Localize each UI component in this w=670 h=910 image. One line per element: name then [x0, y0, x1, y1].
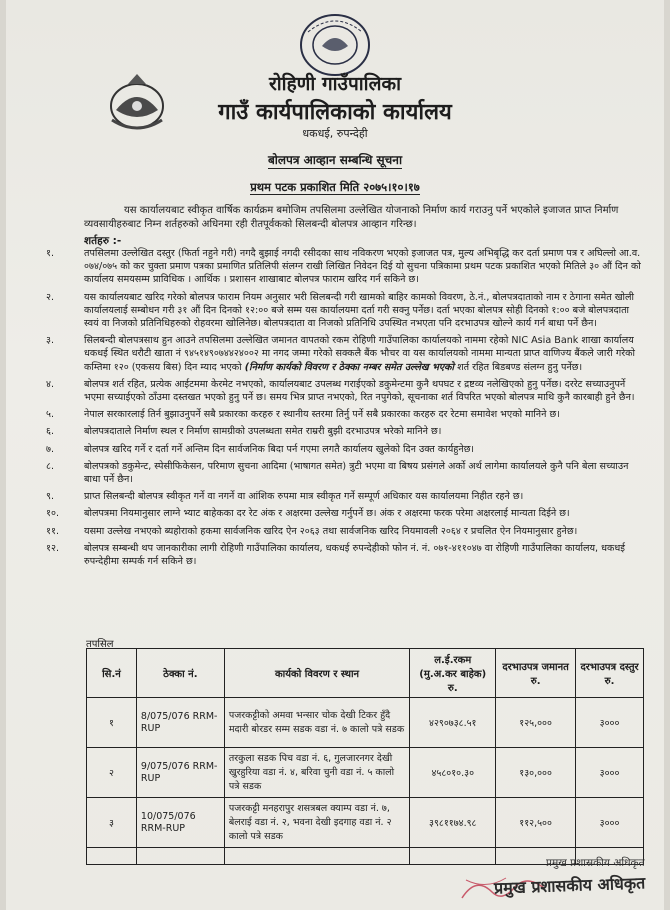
table-row: २ 9/075/076 RRM-RUP तरकुला सडक पिच वडा नं. ६, गुलजारनगर देखी खुरहुरिया वडा नं. ४, बरिवा चुनी वडा नं. ५ कालो पत्रे सडक ४५८०१०.३० १३०,००० ३०००	[87, 748, 644, 798]
publish-date: प्रथम पटक प्रकाशित मिति २०७५।१०।१७	[250, 180, 420, 194]
clause-item: २. यस कार्यालयबाट खरिद गरेको बोलपत्र फाराम नियम अनुसार भरी सिलबन्दी गरी खामको बाहिर कामको विवरण, ठे.नं., बोलपत्रदाताको नाम र ठेगाना समेत खोली कार्यालयलाई सम्बोधन गरी ३१ औं दिन दिनको १२:०० बजे सम्म यस कार्यालयमा दर्ता गरी सक्नु पर्नेछ। दर्ता भएका बोलपत्र सोही दिनको १:०० बजे बोलपत्रदाता स्वयं वा निजको प्रतिनिधिहरुको रोहवरमा खोलिनेछ। बोलपत्रदाता वा निजको प्रतिनिधि उपस्थित नभएता पनि दरभाउपत्र खोल्ने कार्य गर्न बाधा पर्ने छैन।	[46, 291, 635, 330]
clause-item: ९. प्राप्त सिलबन्दी बोलपत्र स्वीकृत गर्ने वा नगर्ने वा आंशिक रुपमा मात्र स्वीकृत गर्ने सम्पूर्ण अधिकार यस कार्यालयमा निहीत रहने छ।	[46, 491, 524, 503]
clause-item: ६. बोलपत्रदाताले निर्माण स्थल र निर्माण सामग्रीको उपलब्धता समेत राम्ररी बुझी दरभाउपत्र भरेको मानिने छ।	[46, 426, 442, 438]
signatory-title: प्रमुख प्रशासकीय अधिकृत	[546, 857, 645, 869]
col-header-fee: दरभाउपत्र दस्तुर रु.	[576, 649, 644, 698]
clause-item: १०. बोलपत्रमा नियमानुसार लाग्ने भ्याट बाहेकका दर रेट अंक र अक्षरमा उल्लेख गर्नुपर्ने छ। अंक र अक्षरमा फरक परेमा अक्षरलाई मान्यता दिईने छ।	[46, 508, 570, 520]
table-row: १ 8/075/076 RRM-RUP पजरकट्टीको अमवा भन्सार चोक देखी टिकर हुँदै मदारी बोरडर सम्म सडक वडा नं. ७ कालो पत्रे सडक ४२९०७३८.५१ १२५,००० ३०००	[87, 698, 644, 748]
clause-item: ३. सिलबन्दी बोलपत्रसाथ हुन आउने तपसिलमा उल्लेखित जमानत वापतको रकम रोहिणी गाउँपालिका कार्यालयको नाममा रहेको NIC Asia Bank शाखा कार्यालय धकधई स्थित धरौटी खाता नं ९४५१४९०७४४२४००२ मा नगद जम्मा गरेको सक्कलै बैंक भौचर वा यस कार्यालयको नाममा मान्यता प्राप्त वाणिज्य बैंकले जारी गरेको कम्तिमा १२० (एकसय बिस) दिन म्याद भएको (निर्माण कार्यको विवरण र ठेक्का नम्बर समेत उल्लेख भएको शर्त रहित बिडबण्ड संलग्न हुनु पर्नेछ।	[46, 335, 635, 373]
col-header-contract: ठेक्का नं.	[136, 649, 224, 698]
table-label: तपसिल	[86, 639, 114, 650]
col-header-estimate: ल.ई.रकम (मु.अ.कर बाहेक) रु.	[410, 649, 496, 698]
clause-item: ८. बोलपत्रको डकुमेन्ट, स्पेसीफिकेसन, परिमाण सुचना आदिमा (भाषागत समेत) त्रुटी भएमा वा बिषय प्रसंगले अर्को अर्थ लागेमा कार्यालयले कुनै पनि बेला सच्याउन बाधा पर्ने छैन।	[46, 460, 629, 486]
clause-item: ५. नेपाल सरकारलाई तिर्न बुझाउनुपर्ने सबै प्रकारका करहरु र स्थानीय स्तरमा तिर्नु पर्ने सबै प्रकारका करहरु दर रेटमा समावेश भएको मानिने छ।	[46, 409, 560, 421]
clause-item: १२. बोलपत्र सम्बन्धी थप जानकारीका लागी रोहिणी गाउँपालिका कार्यालय, धकधई रुपन्देहीको फोन नं. नं. ०७१-४११०४७ वा रोहिणी गाउँपालिका कार्यालय, धकधई रुपन्देहीमा सम्पर्क गर्न सकिने छ।	[46, 542, 625, 568]
clause-item: ७. बोलपत्र खरिद गर्ने र दर्ता गर्ने अन्तिम दिन सार्वजनिक बिदा पर्न गएमा लगतै कार्यालय खुलेको दिन उक्त कार्यहुनेछ।	[46, 443, 475, 455]
municipality-name: रोहिणी गाउँपालिका	[268, 73, 402, 95]
notice-title: बोलपत्र आव्हान सम्बन्धि सूचना	[267, 153, 403, 167]
clause-item: ११. यसमा उल्लेख नभएको ब्यहोराको हकमा सार्वजनिक खरिद ऐन २०६३ तथा सार्वजनिक खरिद नियमावली २०६४ र प्रचलित ऐन नियमानुसार हुनेछ।	[46, 525, 578, 537]
col-header-sn: सि.नं	[87, 649, 137, 698]
signatory-stamp: प्रमुख प्रशासकीय अधिकृत	[493, 873, 646, 898]
col-header-description: कार्यको विवरण र स्थान	[224, 649, 409, 698]
clause-item: ४. बोलपत्र शर्त रहित, प्रत्येक आईटममा केरमेट नभएको, कार्यालयबाट उपलब्ध गराईएको डकुमेन्टमा कुनै थपघट र द्रष्टव्य नलेखिएको हुनु पर्नेछ। दररेट सच्याउनुपर्ने भएमा सच्याईएको ठाँउमा दस्तखत भएको हुनु पर्ने छ। समय भित्र प्राप्त नभएको, रित नपुगेको, सूचनाका शर्त विपरित भएको बोलपत्र माथि कुनै कारबाही हुने छैन।	[46, 378, 635, 404]
table-row: ३ 10/075/076 RRM-RUP पजरकट्टी मनहरापुर शसत्रबल क्याम्प वडा नं. ७, बेलराई वडा नं. २, भवना देखी इदगाह वडा नं. २ कालो पत्रे सडक ३९८११७४.९८ ११२,५०० ३०००	[87, 798, 644, 848]
terms-heading: शर्तहरु :-	[84, 235, 122, 247]
intro-paragraph: यस कार्यालयबाट स्वीकृत वार्षिक कार्यक्रम बमोजिम तपसिलमा उल्लेखित योजनाको निर्माण कार्य गराउनु पर्ने भएकोले इजाजत प्राप्त निर्माण व्यवसायीहरुबाट निम्न शर्तहरुको अधिनमा रही रीतपूर्वकको सिलबन्दी बोलपत्र आव्हान गरिन्छ।	[84, 205, 619, 230]
office-address: धकधई, रुपन्देही	[302, 127, 368, 140]
table-header-row	[87, 649, 644, 698]
clause-item: १. तपसिलमा उल्लेखित दस्तुर (फिर्ता नहुने गरी) नगदै बुझाई नगदी रसीदका साथ नविकरण भएको इजाजत पत्र, मुल्य अभिबृद्धि कर दर्ता प्रमाण पत्र र अघिल्लो आ.व. ०७४/०७५ को कर चुक्ता प्रमाण पत्रका प्रमाणित प्रतिलिपी संलग्न राखी लिखित निवेदन दिई यो सुचना पत्रिकामा प्रथम पटक प्रकाशित भएको मितिले ३० औं दिन को कार्यालय समयसम्म प्राविधिक । आर्थिक । प्रशासन शाखाबाट बोलपत्र फाराम खरिद गर्न सकिने छ।	[46, 248, 641, 286]
office-seal-stamp	[298, 12, 372, 78]
contracts-table	[86, 648, 644, 865]
office-name: गाउँ कार्यपालिकाको कार्यालय	[218, 100, 452, 125]
notice-paper	[6, 0, 664, 910]
terms-list	[46, 247, 646, 572]
col-header-security: दरभाउपत्र जमानत रु.	[496, 649, 576, 698]
